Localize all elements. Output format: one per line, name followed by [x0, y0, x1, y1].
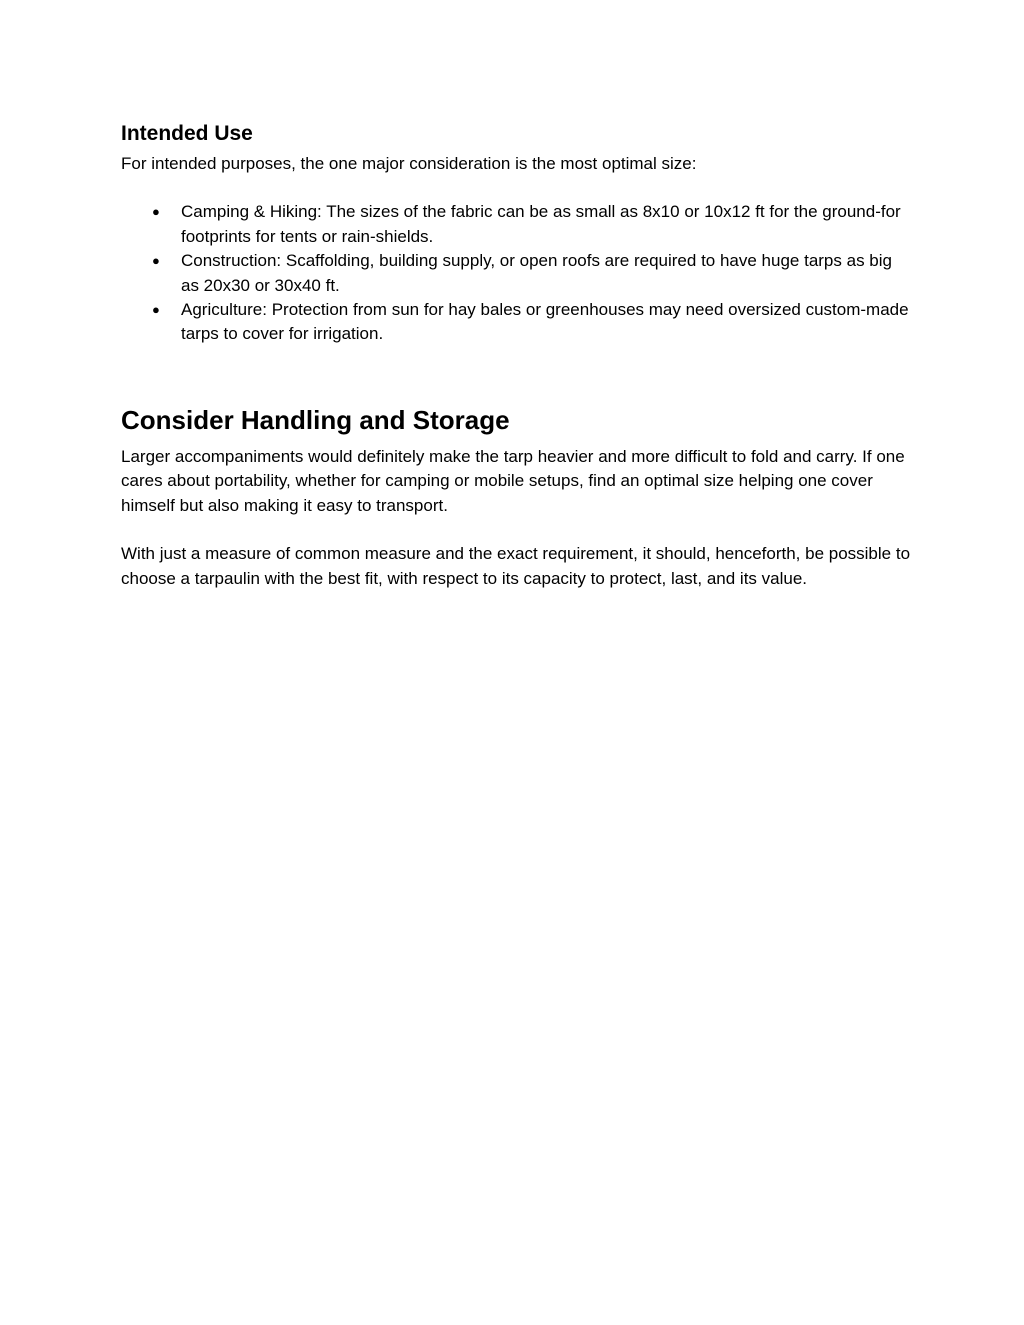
list-item-text: Construction: Scaffolding, building supply, or open roofs are required to have huge tarps as big as 20x30 or 30x40 ft.	[181, 251, 892, 295]
list-item-text: Camping & Hiking: The sizes of the fabric can be as small as 8x10 or 10x12 ft for the ground-for footprints for tents or rain-shields.	[181, 202, 901, 246]
bullet-dot-icon: ●	[152, 302, 160, 318]
list-item	[121, 298, 911, 347]
list-item	[121, 200, 911, 249]
intro-paragraph: For intended purposes, the one major consideration is the most optimal size:	[121, 154, 697, 173]
bullet-list	[121, 200, 911, 346]
document-page	[121, 118, 911, 591]
section-heading-handling-storage: Consider Handling and Storage	[121, 404, 510, 435]
section-handling-storage	[121, 403, 911, 591]
section-intended-use	[121, 118, 911, 347]
section-heading-intended-use: Intended Use	[121, 122, 253, 145]
list-item	[121, 249, 911, 298]
bullet-dot-icon: ●	[152, 204, 160, 220]
list-item-text: Agriculture: Protection from sun for hay bales or greenhouses may need oversized custom-made tarps to cover for irrigation.	[181, 300, 909, 344]
bullet-dot-icon: ●	[152, 253, 160, 269]
body-paragraph: With just a measure of common measure and the exact requirement, it should, henceforth, be possible to choose a tarpaulin with the best fit, with respect to its capacity to protect, last, and its value.	[121, 544, 911, 588]
body-paragraph: Larger accompaniments would definitely make the tarp heavier and more difficult to fold and carry. If one cares about portability, whether for camping or mobile setups, find an optimal size helping one cover himself but also making it easy to transport.	[121, 446, 905, 515]
